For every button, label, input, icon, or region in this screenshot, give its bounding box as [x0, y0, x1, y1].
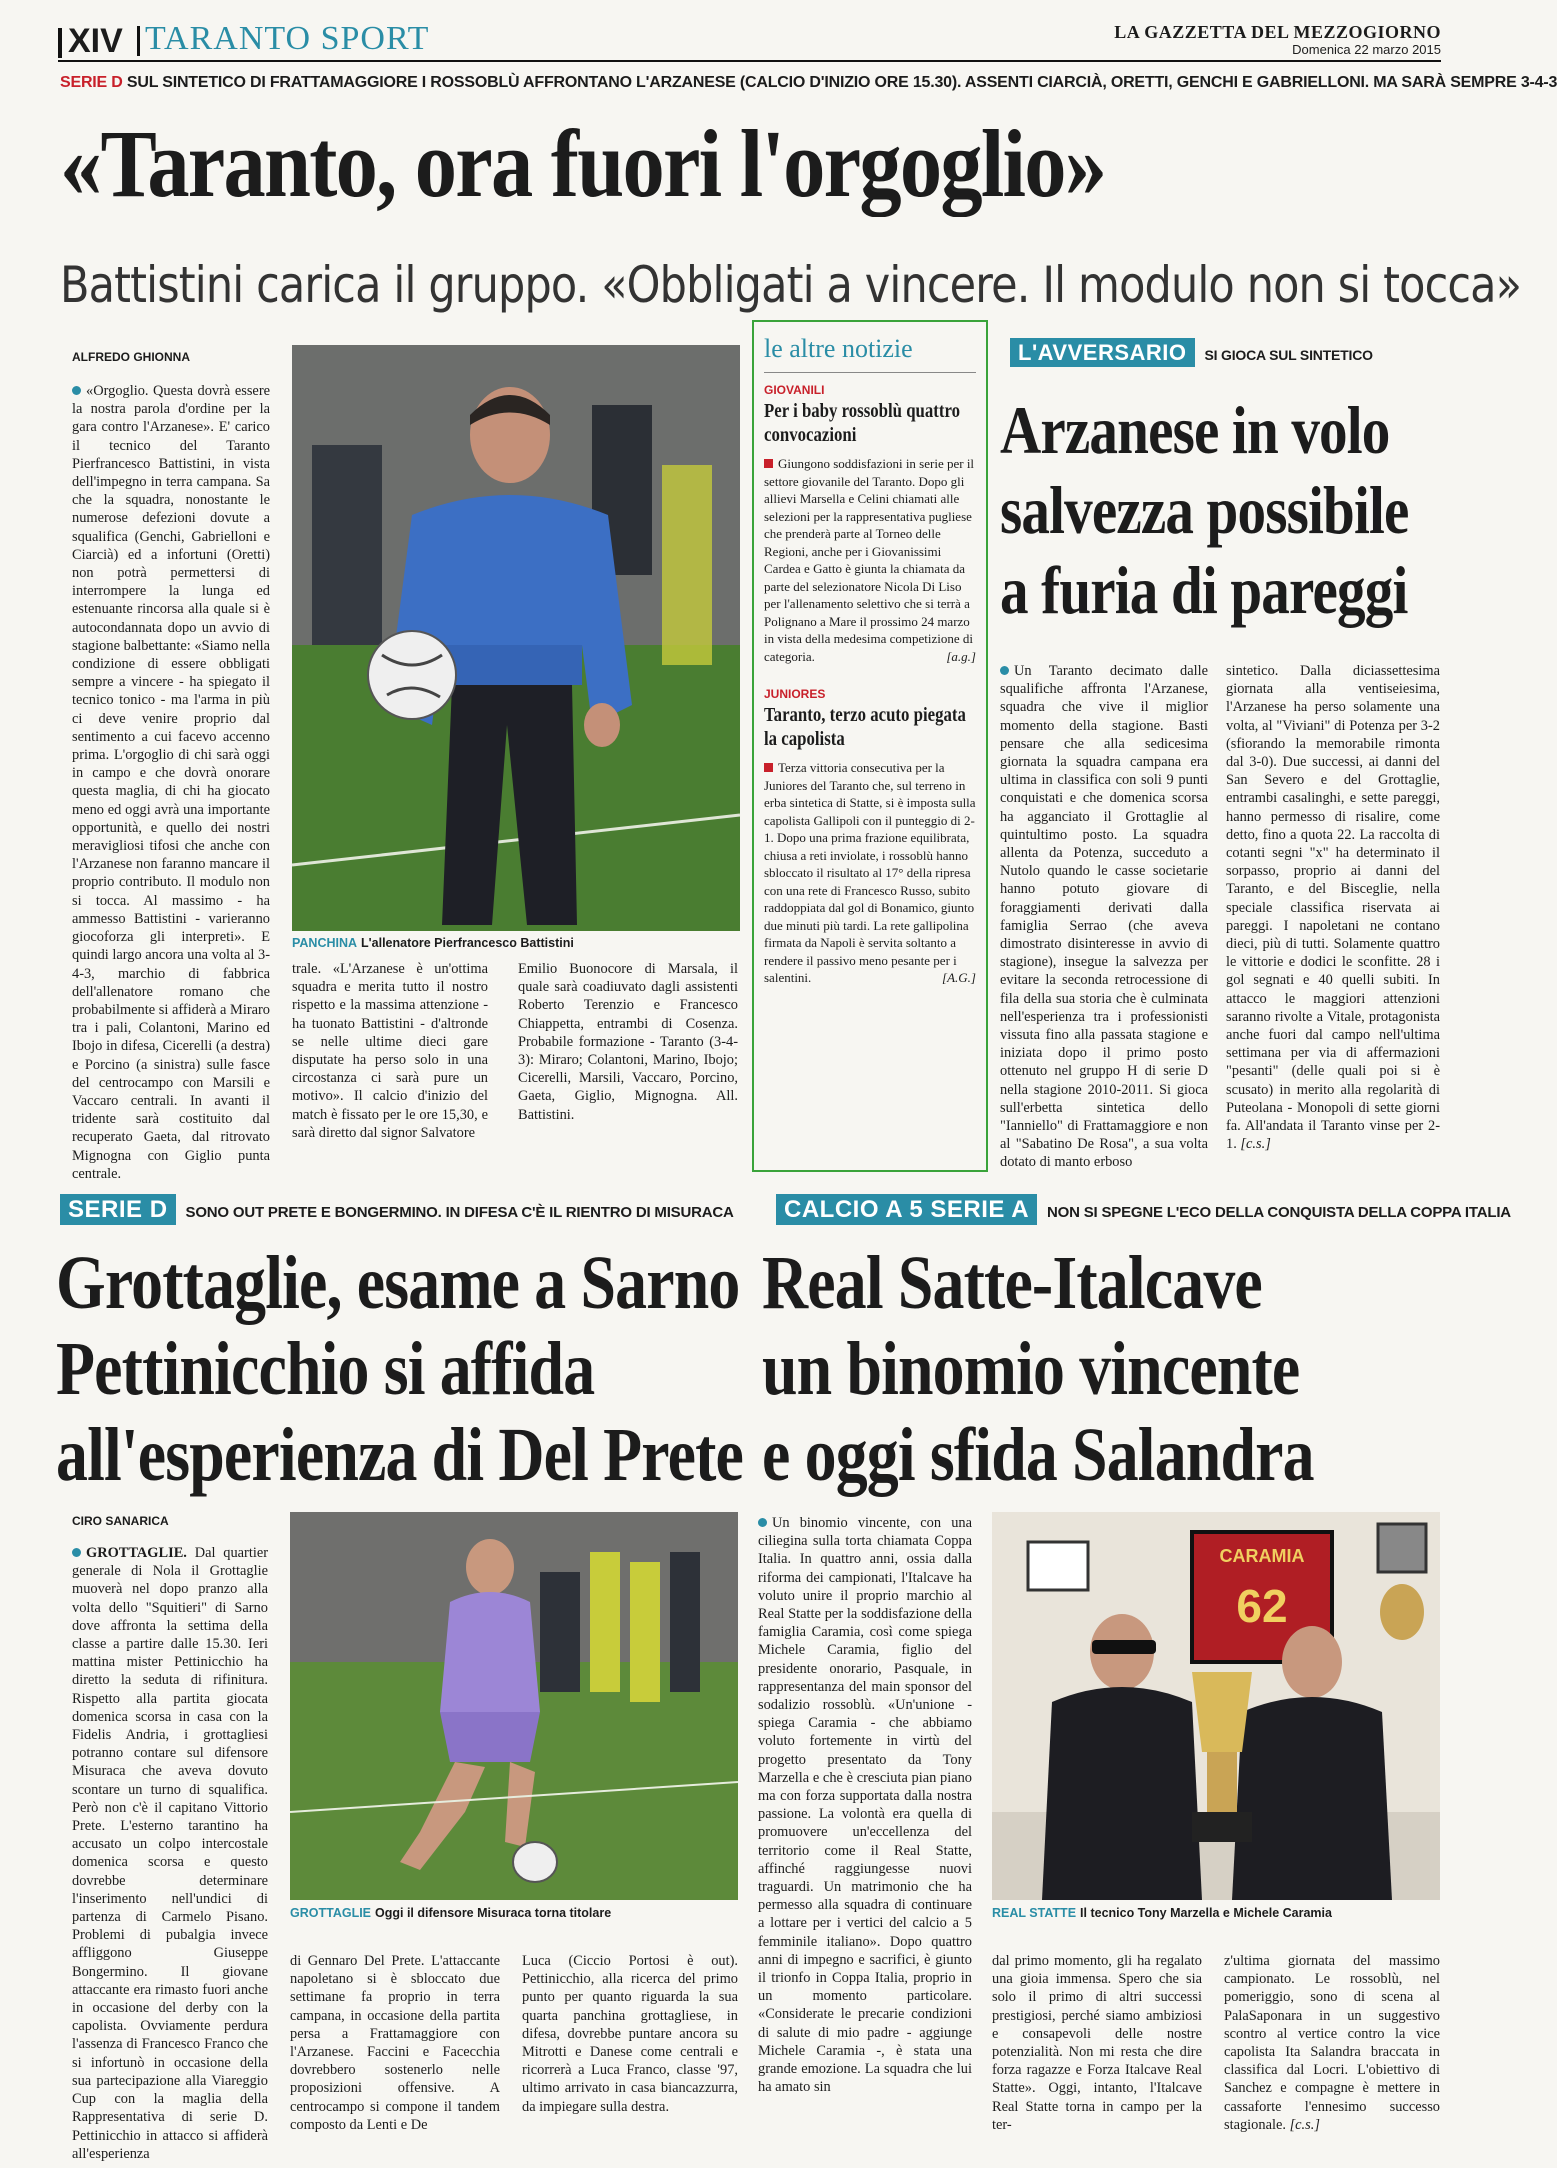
player-illustration [290, 1512, 738, 1900]
main-column-1: «Orgoglio. Questa dovrà essere la nostra parola d'ordine per la gara contro l'Arzanese». E' carico il tecnico del Taranto Pierfrancesco Battistini, in vista dell'impegno in terra campana. Sa che la squadra, nonostante le numerose defezioni dovute a squalifica (Genchi, Gabrielloni e Ciarcià) ed a infortuni (Oretti) non potrà permettersi di interrompere la lunga ed estenuante rincorsa alla quale si è autocondannata dopo un avvio di stagione balbettante: «Siamo nella condizione di essere obbligati sempre a vincere - ha spiegato il tecnico tonico - ma l'arma in più ci deve venire proprio dal sentimento a cui facevo accenno prima. L'orgoglio di chi sarà oggi in campo e che dovrà onorare questa maglia, di chi ha giocato meno ed oggi avrà una importante opportunità, e quello dei nostri meravigliosi tifosi che anche con l'Arzanese non faranno mancare il proprio contributo. Il modulo non si tocca. Al massimo - ha ammesso Battistini - varieranno giocoforza gli interpreti». E quindi largo ancora una volta al 3-4-3, marchio di fabbrica dell'allenatore romano che probabilmente si affiderà a Miraro tra i pali, Colantoni, Marino ed Ibojo in difesa, Cicerelli (a destra) e Porcino (a sinistra) sulle fasce del centrocampo con Marsili e Vaccaro centrali. In avanti il tridente sarà costituito dal recuperato Gaeta, dal ritrovato Mignogna con Giglio punta centrale. [72, 383, 270, 1182]
bullet-dot-icon [72, 386, 81, 395]
youth-text: Giungono soddisfazioni in serie per il settore giovanile del Taranto. Dopo gli allievi Marsella e Celini chiamati alle selezioni per la rappresentativa pugliese che prenderà parte al Torneo delle Regioni, anche per i Giovanissimi Cardea e Gatto è giunta la chiamata da parte del selezionatore Nicola Di Liso per l'allenamento selettivo che si terrà a Polignano a Mare il prossimo 24 marzo in vista della medesima competizione di categoria. [a.g.] [764, 456, 976, 664]
main-column-3: Emilio Buonocore di Marsala, il quale sarà coadiuvato dagli assistenti Roberto Terenzio e Francesco Chiappetta, entrambi di Cosenza. Probabile formazione - Taranto (3-4-3): Miraro; Colantoni, Marino, Ibojo; Cicerelli, Marsili, Vaccaro, Porcino, Gaeta, Giglio, Mignogna. All. Battistini. [518, 961, 738, 1123]
grottaglie-byline: CIRO SANARICA [72, 1514, 169, 1528]
bullet-dot-icon [758, 1518, 767, 1527]
page-number: XIV [68, 22, 123, 60]
juniores-signature: [A.G.] [942, 970, 976, 985]
juniores-section-label: JUNIORES [764, 687, 826, 701]
trophy-illustration [992, 1512, 1440, 1900]
other-news-rule [764, 372, 976, 373]
header-rule [58, 60, 1441, 62]
other-news-box [752, 320, 988, 1172]
opponent-column-2: sintetico. Dalla diciassettesima giornata alla ventiseiesima, l'Arzanese ha perso solamente una volta, al "Viviani" di Potenza per 3-2 (sfiorando la memorabile rimonta dal 3-0). Due successi, ai danni del San Severo e del Grottaglie, entrambi casalinghi, e sette pareggi, hanno permesso di risalire, come detto, fino a quota 22. La raccolta di cotanti segni "x" ha determinato il sorpasso, proprio ai danni del Taranto, e del Bisceglie, nella speciale classifica riservata ai pareggi. I napoletani ne contano dieci, più di tutti. Solamente quattro le vittorie e dodici le sconfitte. 28 i gol segnati e 40 quelli subiti. In attacco le maggiori attenzioni saranno rivolte a Vitale, protagonista anche fuori dal campo nell'ultima settimana per via di affermazioni "pesanti" (delle quali poi si è scusato) in merito alla regolarità di Puteolana - Monopoli di sette giorni fa. All'andata il Taranto vinse per 2-1. [c.s.] [1226, 663, 1440, 1153]
coach-photo [292, 345, 740, 931]
main-subheadline: Battistini carica il gruppo. «Obbligati a vincere. Il modulo non si tocca» [60, 256, 1522, 314]
youth-section-label: GIOVANILI [764, 383, 825, 397]
main-kicker-tag: SERIE D [60, 74, 123, 91]
main-headline: «Taranto, ora fuori l'orgoglio» [60, 110, 1106, 217]
futsal-headline: Real Satte-Italcave un binomio vincente e oggi sfida Salandra [762, 1241, 1314, 1497]
square-bullet-icon [764, 459, 773, 468]
jersey-number: 62 [1236, 1580, 1288, 1632]
opponent-column-1: Un Taranto decimato dalle squalifiche affronta l'Arzanese, squadra che vive il miglior momento della stagione. Basti pensare che alla sedicesima giornata la squadra campana era ultima in classifica con soli 9 punti conquistati e che domenica scorsa ha agganciato il Grottaglie al quintultimo posto. La squadra allenta da Potenza, succeduto a Nutolo quando le casse societarie hanno potuto giovare di foraggiamenti derivati dalla famiglia Serrao (che aveva dimostrato disinteresse in avvio di stagione), insegue la salvezza per evitare la seconda retrocessione di fila della sua storia che è culminata nell'esperienza tra i professionisti vissuta fino alla passata stagione e iniziata dopo il primo posto ottenuto nel gruppo H di serie D nella stagione 2010-2011. Si gioca sull'erbetta sintetica dello "Ianniello" di Frattamaggiore e non al "Sabatino De Rosa", a sua volta dotato di manto erboso [1000, 663, 1208, 1171]
grottaglie-kicker [60, 1196, 734, 1224]
bullet-dot-icon [1000, 666, 1009, 675]
main-kicker [60, 74, 1557, 92]
coach-illustration [292, 345, 740, 931]
futsal-photo-label: REAL STATTE [992, 1906, 1077, 1920]
newspaper-name: LA GAZZETTA DEL MEZZOGIORNO [1114, 22, 1441, 42]
futsal-column-2: dal primo momento, gli ha regalato una gioia immensa. Spero che sia solo il primo di altri successi prestigiosi, perché siamo ambiziosi e consapevoli delle nostre potenzialità. Non mi resta che dire forza ragazze e Forza Italcave Real Statte». Oggi, intanto, l'Italcave Real Statte torna in campo per la ter- [992, 1953, 1202, 2133]
opponent-tag: L'AVVERSARIO [1010, 338, 1195, 367]
futsal-column-3: z'ultima giornata del massimo campionato. Le rossoblù, nel pomeriggio, sono di scena al PalaSaponara in un suggestivo scontro al vertice contro la vice capolista Ita Salandra braccata in classifica dal Locri. L'obiettivo di Sanchez e compagne è mettere in cassaforte l'ennesimo successo stagionale. [c.s.] [1224, 1953, 1440, 2133]
jersey-text: CARAMIA [1219, 1546, 1305, 1566]
coach-photo-caption: PANCHINA L'allenatore Pierfrancesco Battistini [292, 936, 574, 950]
grottaglie-column-2: di Gennaro Del Prete. L'attaccante napoletano si è sbloccato due settimane fa proprio in terra campana, in occasione della partita persa a Frattamaggiore con l'Arzanese. Faccini e Facecchia dovrebbero sostenerlo nelle proposizioni offensive. A centrocampo si compone il tandem composto da Lenti e De [290, 1953, 500, 2133]
grottaglie-photo [290, 1512, 738, 1900]
futsal-photo-caption: REAL STATTE Il tecnico Tony Marzella e Michele Caramia [992, 1906, 1332, 1920]
main-byline: ALFREDO GHIONNA [72, 350, 190, 364]
opponent-headline: Arzanese in volo salvezza possibile a furia di pareggi [1000, 392, 1409, 628]
futsal-column-1: Un binomio vincente, con una ciliegina sulla torta chiamata Coppa Italia. In quattro anni, ossia dalla riforma dei campionati, l'Italcave ha voluto unire il proprio marchio al Real Statte per la soddisfazione della famiglia Caramia, così come spiega Michele Caramia, figlio del presidente onorario, Pasquale, in rappresentanza del main sponsor del sodalizio rossoblù. «Un'unione - spiega Caramia - che abbiamo voluto fortemente in virtù del progetto presentato da Tony Marzella e che è cresciuta pian piano ma con forza supportata dalla nostra passione. La volontà era quella di promuovere un'eccellenza del territorio come il Real Statte, affinché raggiungesse nuovi traguardi. Un matrimonio che ha permesso alla squadra di continuare a lottare per i vertici del calcio a 5 femminile italiano». Dopo quattro anni di impegno e sacrifici, è giunto il trionfo in Coppa Italia, proprio in un momento particolare. «Considerate le precarie condizioni di salute di mio padre - aggiunge Michele Caramia -, è stata una grande emozione. La squadra che lui ha amato sin [758, 1515, 972, 2096]
juniores-headline: Taranto, terzo acuto piegata la capolista [764, 704, 966, 750]
header-separator [137, 26, 140, 56]
issue-date: Domenica 22 marzo 2015 [1292, 42, 1441, 57]
juniores-text: Terza vittoria consecutiva per la Juniores del Taranto che, sul terreno in erba sintetica di Statte, si è imposta sulla capolista Gallipoli con il punteggio di 2-1. Dopo una prima frazione equilibrata, chiusa a reti inviolate, i rossoblù hanno sbloccato il risultato al 17° della ripresa con una rete di Francesco Russo, subito raddoppiata dal gol di Bonamico, giunto due minuti più tardi. La rete gallipolina firmata da Napoli è servita soltanto a rendere il passivo meno pesante per i salentini. [A.G.] [764, 760, 976, 985]
futsal-photo [992, 1512, 1440, 1900]
grottaglie-photo-label: GROTTAGLIE [290, 1906, 372, 1920]
opponent-kicker-text: SI GIOCA SUL SINTETICO [1204, 347, 1373, 363]
futsal-kicker-text: NON SI SPEGNE L'ECO DELLA CONQUISTA DELLA COPPA ITALIA [1047, 1204, 1511, 1221]
other-news-title: le altre notizie [764, 334, 913, 363]
header-bar-left [58, 28, 62, 58]
grottaglie-column-3: Luca (Ciccio Portosi è out). Pettinicchio, alla ricerca del primo punto per quanto riguarda la sua quarta panchina grottagliese, in difesa, dovrebbe puntare ancora su Mitrotti e Danese come centrali e ricorrerà a Luca Franco, classe '97, ultimo arrivato in casa biancazzurra, da impiegare sulla destra. [522, 1953, 738, 2115]
grottaglie-tag: SERIE D [60, 1194, 176, 1225]
grottaglie-headline: Grottaglie, esame a Sarno Pettinicchio si affida all'esperienza di Del Prete [56, 1241, 744, 1497]
main-kicker-text: SUL SINTETICO DI FRATTAMAGGIORE I ROSSOBLÙ AFFRONTANO L'ARZANESE (CALCIO D'INIZIO ORE 15.30). ASSENTI CIARCIÀ, ORETTI, GENCHI E GABRIELLONI. MA SARÀ SEMPRE 3-4-3 [126, 74, 1557, 91]
main-column-2: trale. «L'Arzanese è un'ottima squadra e merita tutto il nostro rispetto e la massima attenzione - ha tuonato Battistini - d'altronde se nelle ultime dieci gare disputate ha perso solo in una circostanza ci sarà pure un motivo». Il calcio d'inizio del match è fissato per le ore 15,30, e sarà diretto dal signor Salvatore [292, 961, 488, 1141]
futsal-tag: CALCIO A 5 SERIE A [776, 1194, 1037, 1225]
square-bullet-icon [764, 763, 773, 772]
bullet-dot-icon [72, 1548, 81, 1557]
grottaglie-column-1: GROTTAGLIE. Dal quartier generale di Nola il Grottaglie muoverà nel dopo pranzo alla volta dello "Squitieri" di Sarno dove affronta la settima della classe a partire dalle 15.30. Ieri mattina mister Pettinicchio ha diretto la seduta di rifinitura. Rispetto alla partita giocata domenica scorsa in casa con la Fidelis Andria, i grottagliesi potranno contare sul difensore Misuraca che aveva dovuto scontare un turno di squalifica. Però non c'è il capitano Vittorio Prete. L'esterno tarantino ha accusato un colpo intercostale domenica scorsa e questo dovrebbe determinare l'inserimento nell'undici di partenza di Carmelo Pisano. Problemi di pubalgia invece affliggono Giuseppe Bongermino. Il giovane attaccante era rimasto fuori anche in occasione del derby con la capolista. Ovviamente perdura l'assenza di Francesco Franco che si infortunò in occasione della sua partecipazione alla Viareggio Cup con la maglia della Rappresentativa di serie D. Pettinicchio in attacco si affiderà all'esperienza [72, 1545, 268, 2162]
coach-photo-label: PANCHINA [292, 936, 358, 950]
futsal-kicker [776, 1196, 1511, 1224]
grottaglie-kicker-text: SONO OUT PRETE E BONGERMINO. IN DIFESA C'È IL RIENTRO DI MISURACA [185, 1204, 734, 1221]
opponent-kicker [1010, 340, 1373, 366]
section-title: TARANTO SPORT [145, 20, 430, 57]
grottaglie-photo-caption: GROTTAGLIE Oggi il difensore Misuraca torna titolare [290, 1906, 612, 1920]
youth-headline: Per i baby rossoblù quattro convocazioni [764, 400, 961, 446]
youth-signature: [a.g.] [946, 648, 976, 664]
